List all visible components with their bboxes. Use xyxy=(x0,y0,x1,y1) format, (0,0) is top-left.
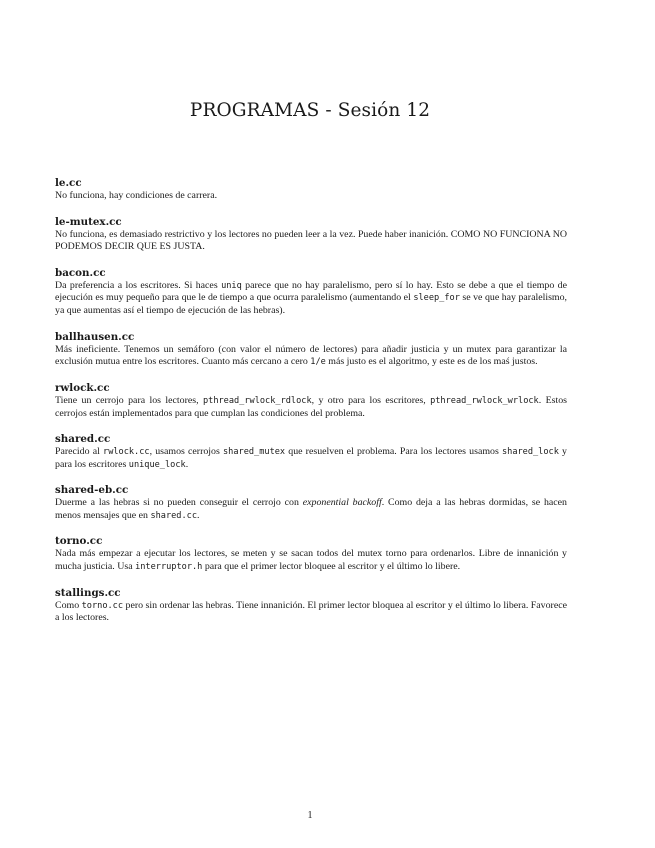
code-identifier: interruptor.h xyxy=(135,562,203,573)
section-body xyxy=(55,344,567,369)
section xyxy=(55,216,567,254)
code-identifier: shared_lock xyxy=(501,447,559,458)
page-number: 1 xyxy=(307,810,313,821)
section-body xyxy=(55,395,567,420)
code-identifier: shared_mutex xyxy=(223,447,286,458)
section-title: bacon.cc xyxy=(55,266,106,279)
body-text: Nada más empezar a ejecutar los lectores, se meten y se sacan todos del mutex torno para ordenarlos. Libre de innanición y mucha justicia. Usa xyxy=(55,548,567,573)
code-identifier: rwlock.cc xyxy=(103,447,150,458)
body-text: , usamos cerrojos xyxy=(149,446,223,458)
section-body xyxy=(55,280,567,318)
body-text: parece que no hay paralelismo, pero sí lo hay. Esto se debe a que el tiempo de ejecución es muy pequeño para que le de tiempo a que ocurra paralelismo (aumentando el xyxy=(55,279,567,304)
page-title: PROGRAMAS - Sesión 12 xyxy=(189,100,431,121)
body-text: y para los escritores xyxy=(55,446,567,470)
body-text: que resuelven el problema. Para los lectores usamos xyxy=(285,446,502,458)
body-text: Como xyxy=(55,599,82,611)
body-text: se ve que hay paralelismo, ya que aumentas así el tiempo de ejecución de las hebras). xyxy=(55,292,567,317)
body-text: para que el primer lector bloquee al escritor y el último lo libere. xyxy=(202,561,461,573)
body-text: Da preferencia a los escritores. Si haces xyxy=(55,279,222,291)
code-identifier: pthread_rwlock_wrlock xyxy=(430,395,539,406)
body-text: No funciona, es demasiado restrictivo y los lectores no pueden leer a la vez. Puede haber inanición. COMO NO FUNCIONA NO PODEMOS DECIR QUE ES JUSTA. xyxy=(55,228,567,253)
code-identifier: unique_lock xyxy=(128,459,186,470)
body-text: No funciona, hay condiciones de carrera. xyxy=(55,190,218,201)
section-title: ballhausen.cc xyxy=(55,330,135,343)
section xyxy=(55,267,567,318)
body-text: , y otro para los escritores, xyxy=(311,394,431,406)
section-title: stallings.cc xyxy=(55,586,121,599)
section-title: torno.cc xyxy=(55,535,103,548)
body-text: Tiene un cerrojo para los lectores, xyxy=(55,394,203,406)
section-body xyxy=(55,600,567,625)
body-text: . Como deja a las hebras dormidas, se hacen menos mensajes que en xyxy=(55,497,567,521)
body-text: . xyxy=(185,458,189,470)
code-identifier: torno.cc xyxy=(81,600,124,611)
code-identifier: shared.cc xyxy=(150,510,198,521)
section xyxy=(55,382,567,420)
body-text: Duerme a las hebras si no pueden conseguir el cerrojo con xyxy=(55,497,303,509)
section xyxy=(55,484,567,522)
section xyxy=(55,177,567,203)
body-text: pero sin ordenar las hebras. Tiene innanición. El primer lector bloquea al escritor y el último lo libera. Favorece a los lectores. xyxy=(55,599,567,624)
section-title: le.cc xyxy=(55,177,82,189)
section-body xyxy=(55,446,567,471)
code-identifier: pthread_rwlock_rdlock xyxy=(202,395,312,406)
code-identifier: 1/e xyxy=(310,357,326,368)
section-body xyxy=(55,190,567,203)
section-body xyxy=(55,497,567,522)
section-title: le-mutex.cc xyxy=(55,215,122,228)
section xyxy=(55,433,567,471)
section-body xyxy=(55,548,567,573)
code-identifier: sleep_for xyxy=(413,293,460,304)
section-title: rwlock.cc xyxy=(55,381,110,394)
body-text: más justo es el algoritmo, y este es de los maś justos. xyxy=(325,356,538,368)
section-body xyxy=(55,229,567,254)
section xyxy=(55,587,567,625)
section-title: shared-eb.cc xyxy=(55,484,129,497)
section xyxy=(55,331,567,369)
code-identifier: uniq xyxy=(221,280,242,291)
body-text: . xyxy=(197,509,200,521)
body-text: Parecido al xyxy=(55,446,104,458)
section-title: shared.cc xyxy=(55,433,111,446)
document-content xyxy=(55,177,567,638)
emphasis-text: exponential backoff xyxy=(302,497,382,509)
section xyxy=(55,535,567,573)
body-text: . Estos cerrojos están implementados para que cumplan las condiciones del problema. xyxy=(55,394,567,419)
body-text: Más ineficiente. Tenemos un semáforo (con valor el número de lectores) para añadir justicia y un mutex para garantizar la exclusión mutua entre los escritores. Cuanto más cercano a cero xyxy=(55,343,567,368)
